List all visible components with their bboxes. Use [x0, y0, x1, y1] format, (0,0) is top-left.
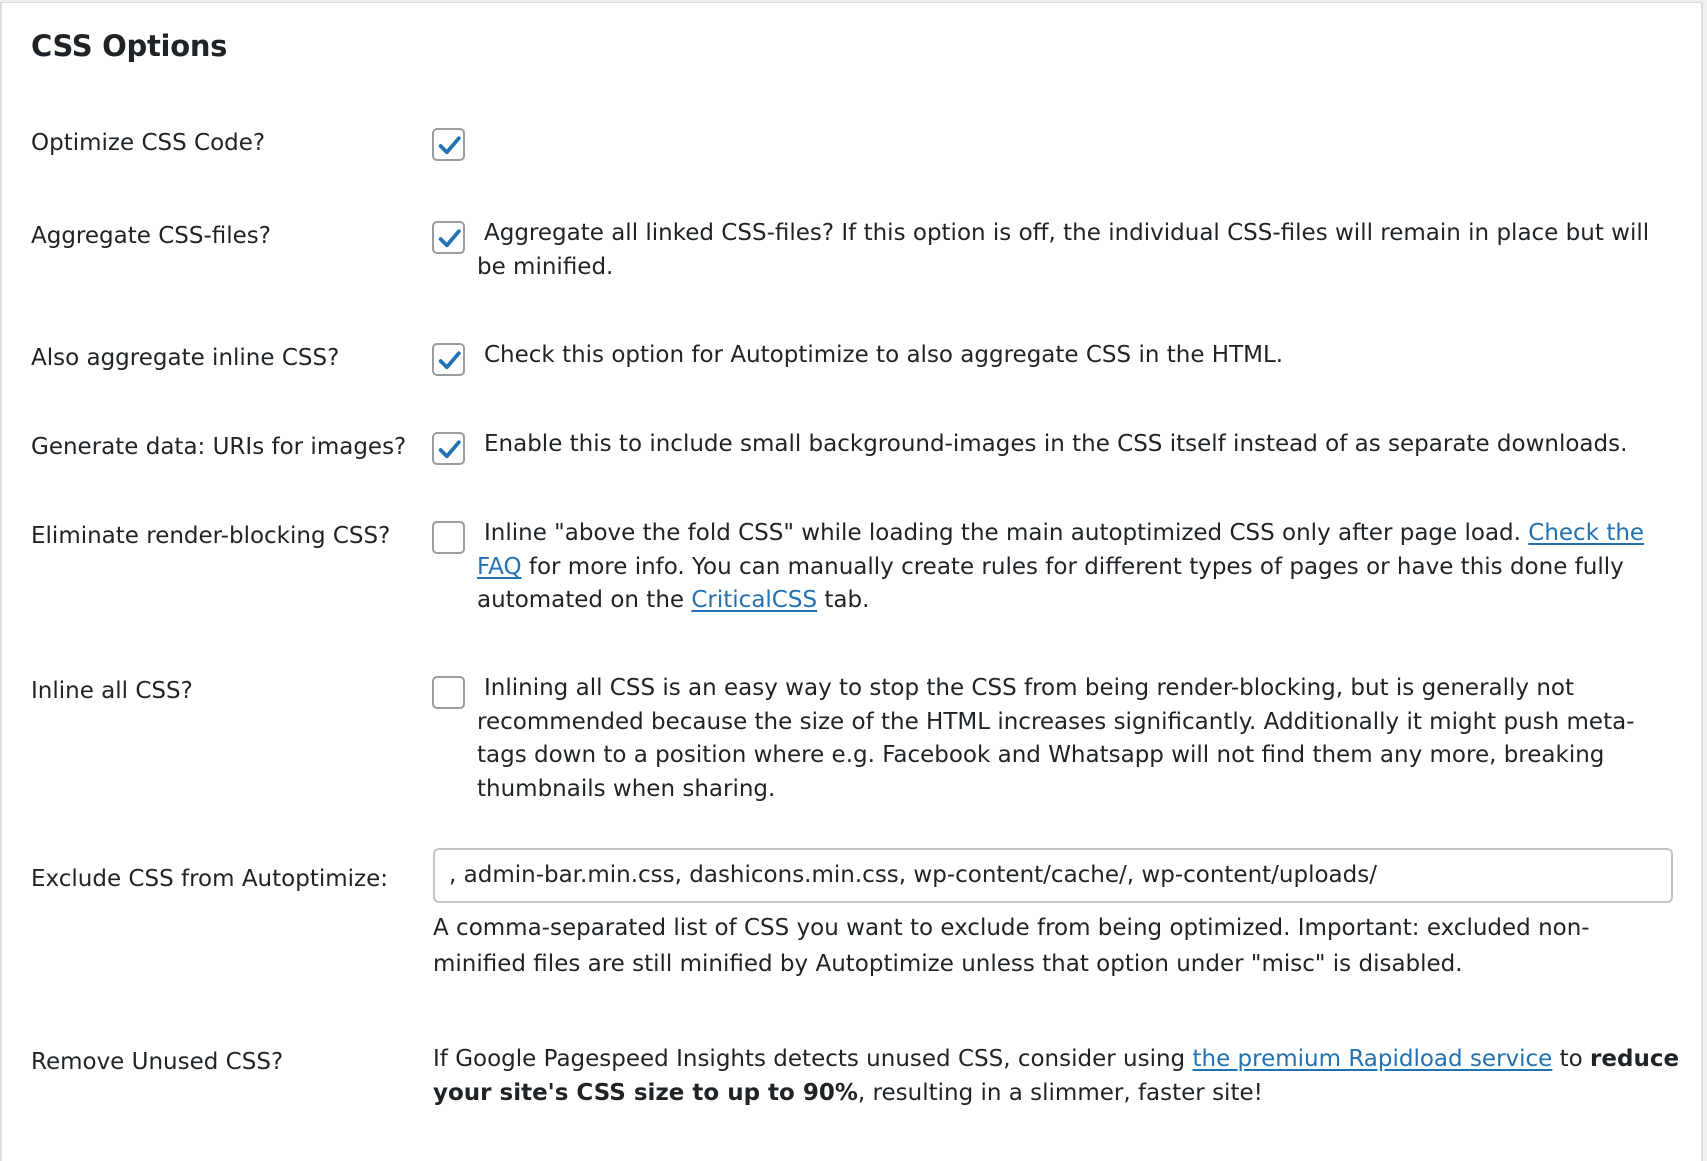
description-text: for more info. You can manually create rules for different types of pages or have this done fully automated on the — [477, 553, 1624, 613]
rapidload-service-link[interactable]: the premium Rapidload service — [1192, 1046, 1553, 1072]
option-description: Aggregate all linked CSS-files? If this option is off, the individual CSS-files will remain in place but will be minified. — [477, 220, 1650, 280]
checkmark-icon — [437, 437, 462, 462]
eliminate-render-blocking-checkbox[interactable] — [432, 521, 465, 554]
option-description — [477, 517, 1672, 618]
aggregate-css-checkbox[interactable] — [432, 221, 465, 254]
option-description: Inlining all CSS is an easy way to stop the CSS from being render-blocking, but is generally not recommended because the size of the HTML increases significantly. Additionally it might push meta-tags down to a position where e.g. Facebook and Whatsapp will not find them any more, breaking thumbnails when sharing. — [477, 675, 1635, 802]
css-options-panel — [0, 2, 1703, 1161]
criticalcss-tab-link[interactable]: CriticalCSS — [691, 587, 818, 613]
checkmark-icon — [437, 133, 462, 158]
aggregate-inline-css-checkbox[interactable] — [432, 343, 465, 376]
option-description: Check this option for Autoptimize to also aggregate CSS in the HTML. — [484, 342, 1284, 368]
option-label: Inline all CSS? — [31, 678, 193, 704]
option-label: Aggregate CSS-files? — [31, 223, 271, 249]
optimize-css-checkbox[interactable] — [432, 128, 465, 161]
data-uris-checkbox[interactable] — [432, 432, 465, 465]
inline-all-css-checkbox[interactable] — [432, 676, 465, 709]
check-faq-link[interactable]: Check the FAQ — [477, 520, 1645, 580]
description-text: Inline "above the fold CSS" while loading the main autoptimized CSS only after page load. — [484, 520, 1529, 546]
option-label: Generate data: URIs for images? — [31, 434, 407, 460]
exclude-css-input[interactable]: , admin-bar.min.css, dashicons.min.css, wp-content/cache/, wp-content/uploads/ — [433, 848, 1673, 903]
option-label: Eliminate render-blocking CSS? — [31, 523, 391, 549]
option-label: Exclude CSS from Autoptimize: — [31, 866, 388, 892]
checkmark-icon — [437, 226, 462, 251]
exclude-css-help: A comma-separated list of CSS you want to exclude from being optimized. Important: excluded non-minified files are still minified by Autoptimize unless that option under "misc" is disabled. — [433, 915, 1590, 977]
description-text: to — [1552, 1046, 1591, 1072]
description-text: tab. — [817, 587, 870, 613]
description-text: , resulting in a slimmer, faster site! — [857, 1079, 1263, 1106]
option-label: Also aggregate inline CSS? — [31, 345, 340, 371]
section-title: CSS Options — [31, 29, 228, 63]
option-label: Remove Unused CSS? — [31, 1049, 284, 1075]
checkmark-icon — [437, 348, 462, 373]
description-text: If Google Pagespeed Insights detects unused CSS, consider using — [433, 1046, 1193, 1072]
option-description: Enable this to include small background-images in the CSS itself instead of as separate downloads. — [484, 431, 1628, 457]
remove-unused-css-description — [433, 1043, 1683, 1110]
option-label: Optimize CSS Code? — [31, 130, 266, 156]
description-bold-text: reduce your site's CSS size to up to 90% — [433, 1046, 1680, 1106]
